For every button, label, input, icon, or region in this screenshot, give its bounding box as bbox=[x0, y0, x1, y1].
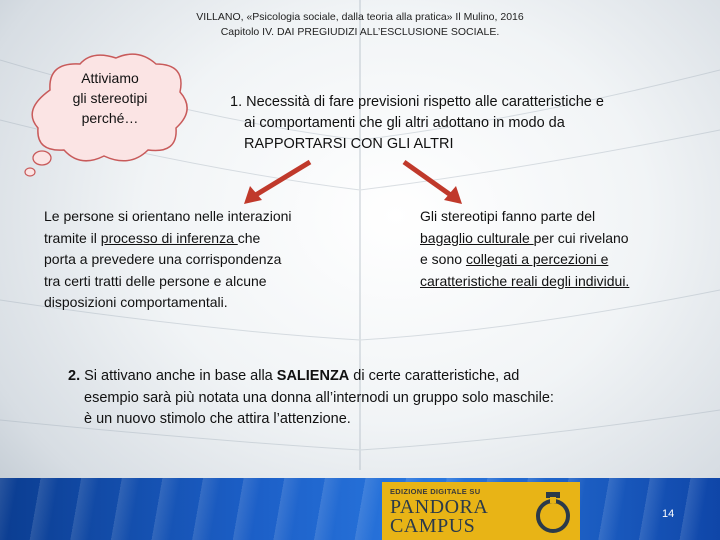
pandora-vase-icon bbox=[532, 488, 574, 534]
page-number: 14 bbox=[662, 508, 675, 520]
slide-header bbox=[130, 10, 590, 40]
right-line-3-underlined: collegati a percezioni e bbox=[465, 251, 609, 267]
left-line-2b: che bbox=[237, 229, 261, 246]
point-2-line-3: è un nuovo stimolo che attira l’attenzione. bbox=[84, 411, 351, 427]
right-explanation bbox=[420, 206, 690, 292]
point-1-line-3: RAPPORTARSI CON GLI ALTRI bbox=[244, 136, 454, 152]
left-line-1: Le persone si orientano nelle interazioni bbox=[44, 208, 292, 224]
left-line-4: tra certi tratti delle persone e alcune bbox=[44, 272, 267, 289]
point-2-line-1b: di certe caratteristiche, ad bbox=[349, 368, 520, 384]
right-line-3a: e sono bbox=[420, 251, 466, 267]
point-1-number: 1. bbox=[230, 94, 243, 110]
point-1 bbox=[230, 92, 670, 155]
footer-stripes bbox=[0, 478, 720, 540]
right-line-1: Gli stereotipi fanno parte del bbox=[420, 208, 596, 224]
cloud-line-1: Attiviamo bbox=[81, 70, 139, 86]
left-line-5: disposizioni comportamentali. bbox=[44, 294, 228, 310]
thought-cloud bbox=[20, 50, 200, 180]
header-line-1: VILLANO, «Psicologia sociale, dalla teoria alla pratica» Il Mulino, 2016 bbox=[196, 11, 524, 23]
pandora-campus-logo bbox=[382, 482, 580, 540]
left-line-2a: tramite il bbox=[44, 229, 101, 246]
right-line-2b: per cui rivelano bbox=[533, 229, 629, 246]
left-line-2-underlined: processo di inferenza bbox=[100, 229, 238, 246]
right-line-2-underlined: bagaglio culturale bbox=[420, 229, 534, 246]
point-2-salienza: SALIENZA bbox=[276, 368, 350, 384]
point-1-line-1: Necessità di fare previsioni rispetto alle caratteristiche e bbox=[246, 94, 604, 110]
footer-bar bbox=[0, 478, 720, 540]
point-1-line-2: ai comportamenti che gli altri adottano in modo da bbox=[244, 115, 565, 131]
header-line-2: Capitolo IV. DAI PREGIUDIZI ALL’ESCLUSIONE SOCIALE. bbox=[220, 26, 500, 38]
point-2-line-1a: Si attivano anche in base alla bbox=[80, 368, 277, 384]
cloud-line-3: perché… bbox=[81, 110, 139, 126]
point-2-number: 2. bbox=[68, 368, 81, 384]
left-line-3: porta a prevedere una corrispondenza bbox=[44, 251, 282, 267]
logo-line-1: PANDORA bbox=[390, 496, 489, 518]
point-2-line-2: esempio sarà più notata una donna all’internodi un gruppo solo maschile: bbox=[84, 389, 554, 406]
left-explanation bbox=[44, 206, 349, 314]
point-2 bbox=[68, 366, 648, 431]
cloud-text bbox=[56, 68, 164, 128]
right-line-4-underlined: caratteristiche reali degli individui. bbox=[420, 272, 630, 289]
cloud-line-2: gli stereotipi bbox=[72, 90, 148, 106]
logo-main-text bbox=[390, 498, 488, 536]
logo-top-text: EDIZIONE DIGITALE SU bbox=[390, 487, 481, 496]
logo-line-2: CAMPUS bbox=[390, 515, 476, 537]
